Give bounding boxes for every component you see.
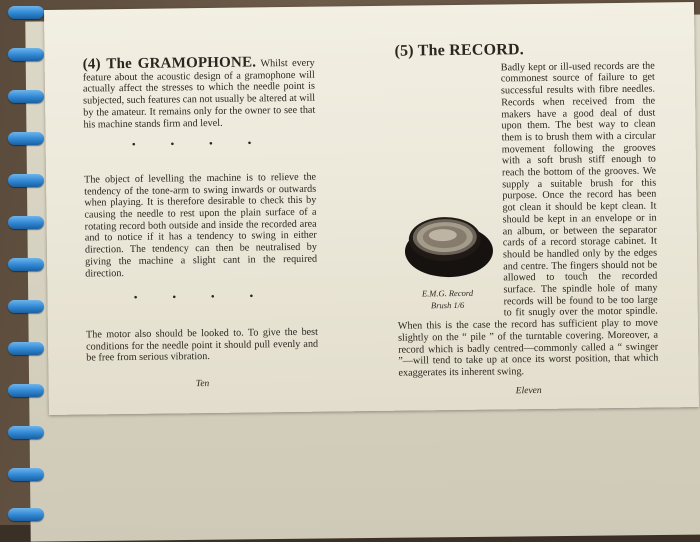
binding-ring	[8, 258, 44, 271]
gramophone-section-intro	[82, 54, 316, 131]
binding-ring	[8, 384, 44, 397]
record-brush-image	[398, 204, 495, 283]
binding-ring	[8, 342, 44, 355]
section-divider-2: • • • •	[133, 290, 270, 305]
binding-ring	[8, 90, 44, 103]
motor-paragraph: The motor also should be looked to. To give the best conditions for the needle point it should pull evenly and be free from serious vibration.	[85, 326, 319, 364]
brush-caption-line2: Brush 1/6	[430, 300, 465, 311]
binding-ring	[8, 132, 44, 145]
right-folio: Eleven	[515, 385, 542, 396]
brush-caption-line1: E.M.G. Record	[421, 288, 474, 299]
left-page	[82, 54, 319, 393]
binding-ring	[8, 426, 44, 439]
booklet-spread	[44, 2, 699, 415]
binding-ring	[8, 468, 44, 481]
gramophone-intro-text: Whilst every feature about the acoustic design of a gramophone will actually affect the stresses to which the needle point is subjected, such features can not usually be altered at will by the amateur. It remains only for the owner to see that his machine stands firm and level.	[82, 57, 316, 131]
binding-ring	[8, 216, 44, 229]
binding-ring	[8, 300, 44, 313]
record-brush-figure	[396, 204, 497, 315]
left-folio: Ten	[195, 379, 210, 390]
right-page	[394, 43, 658, 400]
section-divider: • • • •	[131, 137, 268, 152]
binding-ring	[8, 174, 44, 187]
binding-ring	[8, 48, 44, 61]
levelling-paragraph: The object of levelling the machine is to relieve the tendency of the tone-arm to swing inwards or outwards when playing. It is therefore desirable to check this by causing the needle to rest upon the plain surface of a rotating record both outside and inside the recorded area and to notice if it has a tendency to swing in either direction. The tendency can then be neutralised by giving the machine a slight cant in the required direction.	[84, 171, 318, 280]
record-paragraph: Badly kept or ill-used records are the commonest source of failure to get successful results with fibre needles. Records when received from the makers have a good deal of dust upon them. The best way to clean them is to brush them with a circular movement following the grooves with a soft brush stiff enough to reach the bottom of the grooves. We supply a suitable brush for this purpose. Once the record has been got clean it should be kept clean. It should be kept in an envelope or in an album, or between the separator cards of a record storage cabinet. It should be handled only by the edges and centre. The fingers should not be allowed to touch the recorded surface. The spindle hole of many records will be found to be too large to fit snugly over the motor spindle. When this is the case the record has sufficient play to move slightly on the “ pile ” of the turntable covering. Moreover, a record which is badly centred—commonly called a “ swinger ”—will tend to take up at once its worst position, that which exaggerates its inherent swing.	[397, 60, 659, 379]
binding-ring	[8, 508, 44, 521]
binding-ring	[8, 6, 44, 19]
gramophone-heading: (4) The GRAMOPHONE.	[82, 54, 257, 73]
record-heading: (5) The RECORD.	[394, 41, 524, 60]
